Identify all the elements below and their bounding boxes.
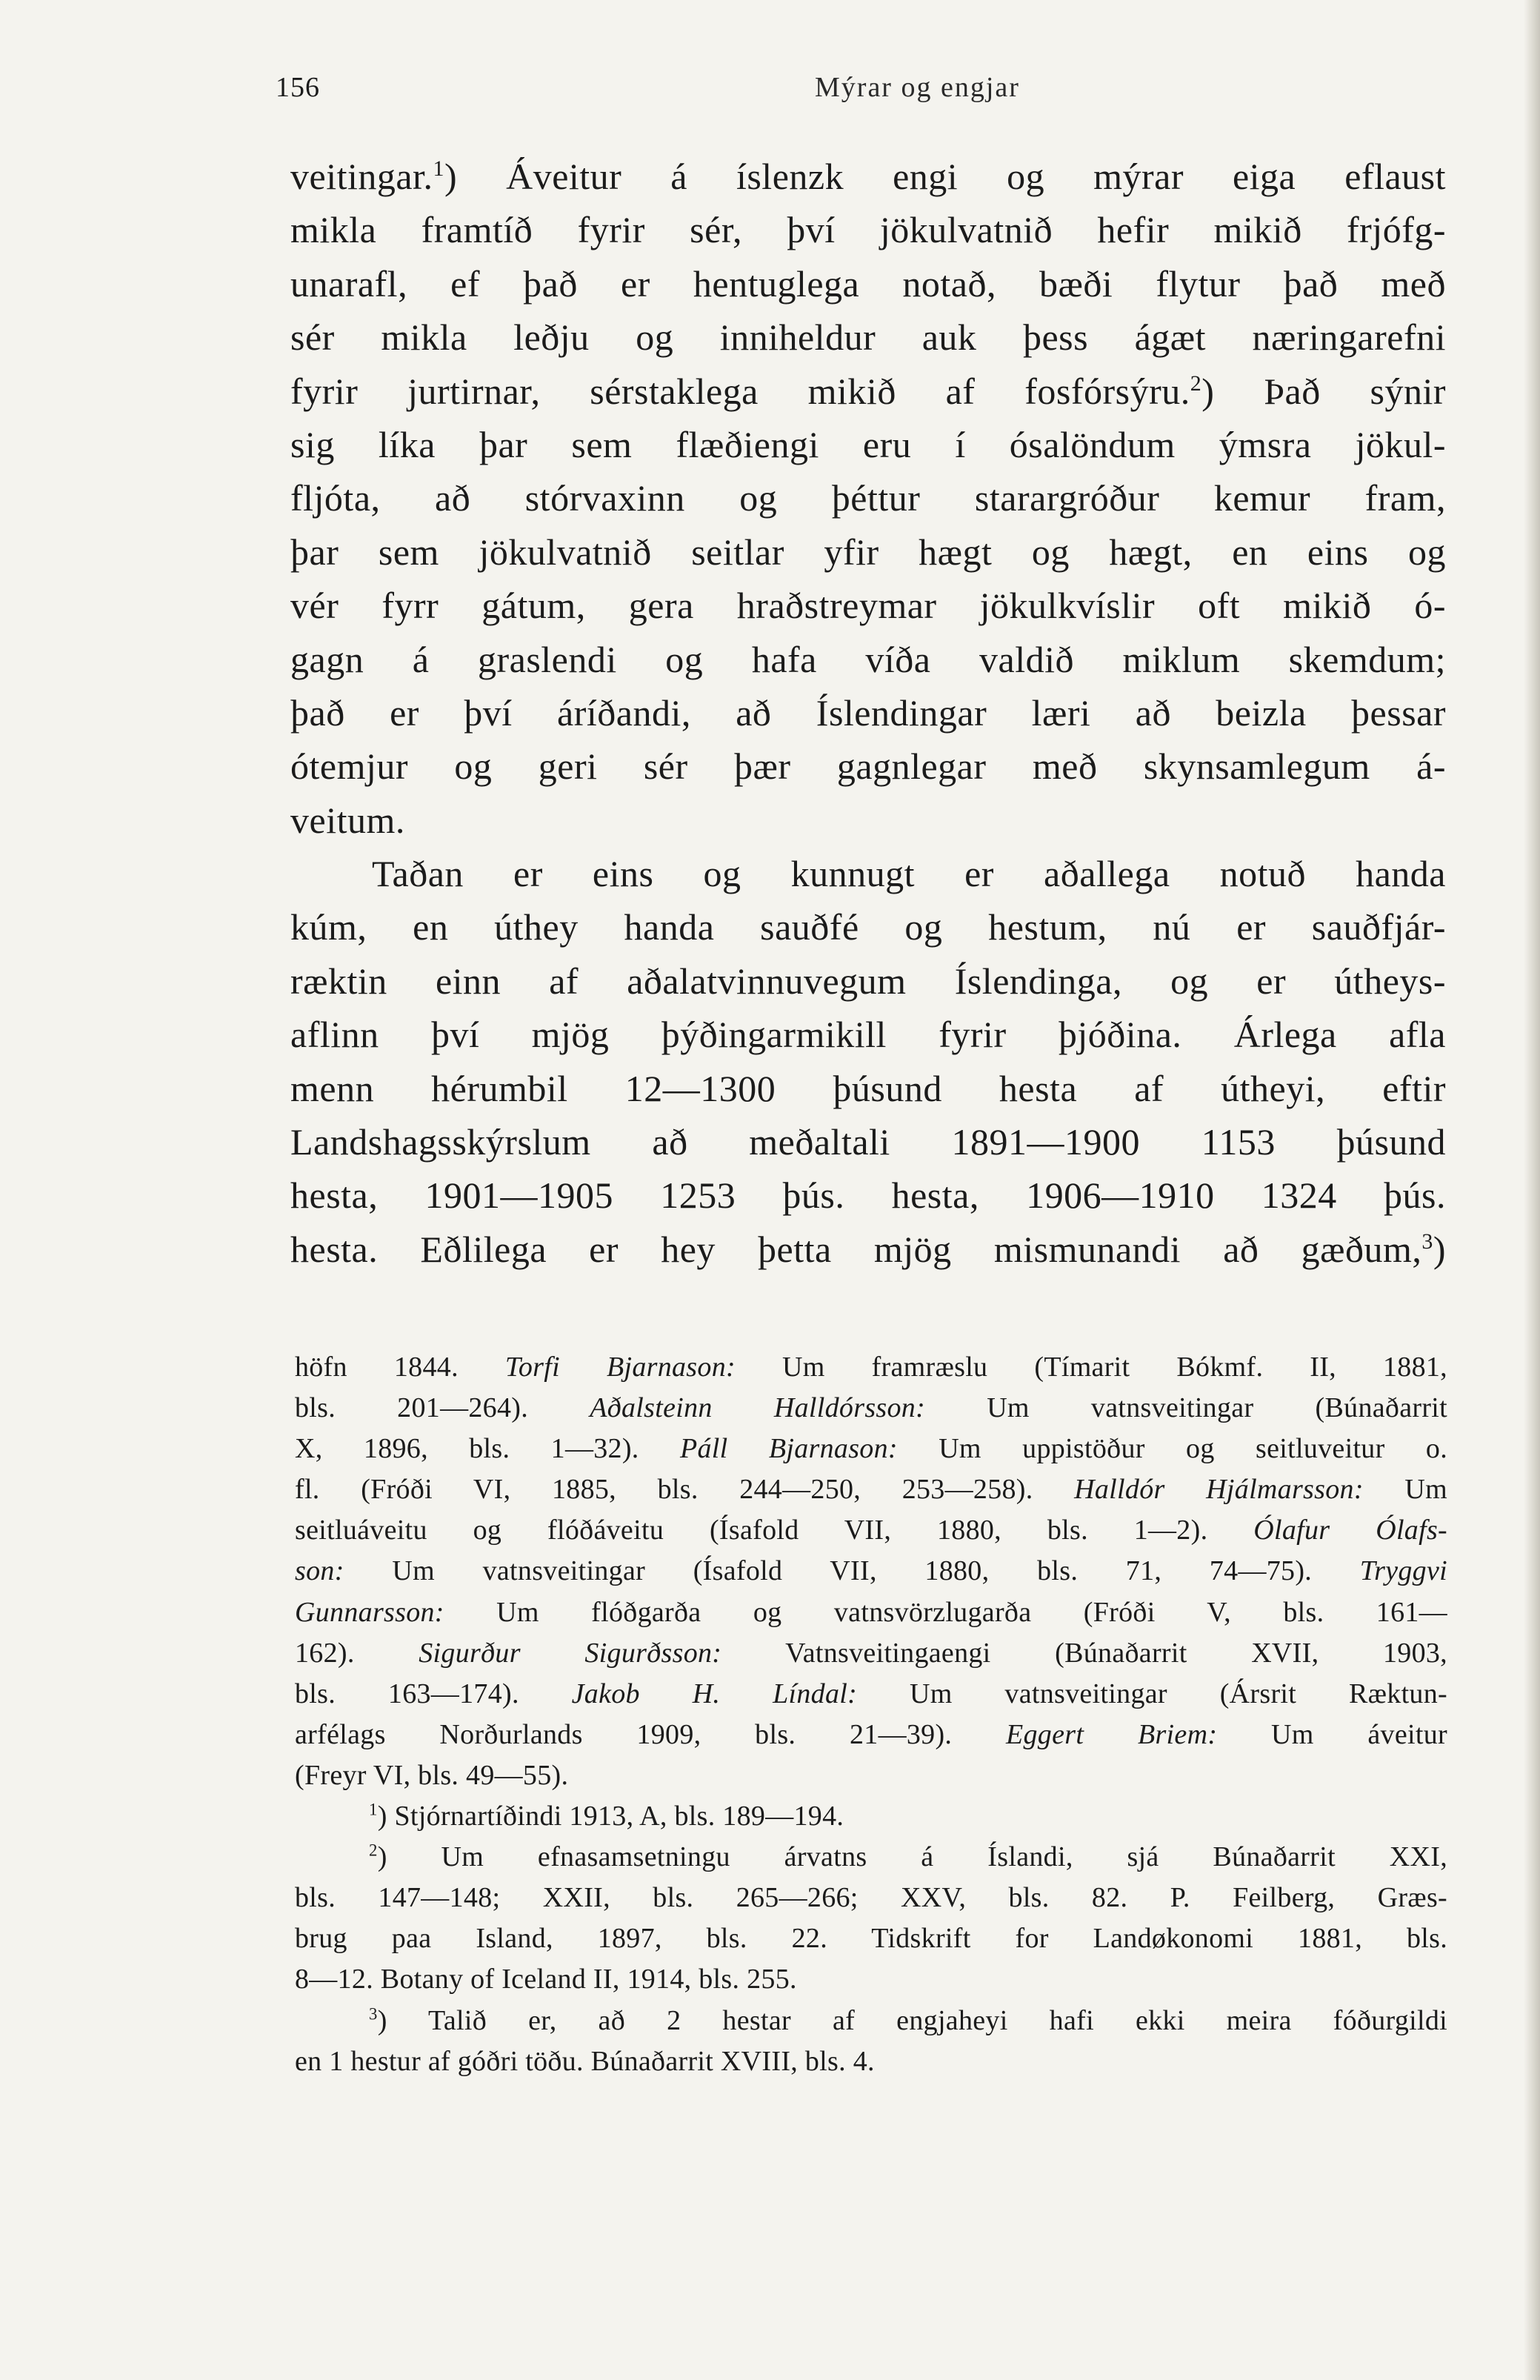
body-line xyxy=(290,418,1446,471)
body-line-text xyxy=(290,579,1446,632)
footnote-line-text xyxy=(295,1633,1447,1674)
footnote-line-text xyxy=(295,1429,1447,1469)
text-run: hesta. Eðlilega er hey þetta mjög mismunandi að gæðum, xyxy=(290,1228,1422,1270)
footnote-line xyxy=(295,1959,1447,2000)
text-run: 8—12. Botany of Iceland II, 1914, bls. 255. xyxy=(295,1964,797,1995)
text-run: Taðan er eins og kunnugt er aðallega notuð handa xyxy=(372,853,1446,895)
footnote-line xyxy=(295,1469,1447,1510)
footnote-line-text xyxy=(295,1592,1447,1633)
body-line xyxy=(290,203,1446,256)
footnote-marker: 1 xyxy=(369,1800,378,1819)
body-line-text xyxy=(290,1062,1446,1115)
text-run: arfélags Norðurlands 1909, bls. 21—39). xyxy=(295,1718,1006,1750)
text-run: Um vatnsveitingar (Ísafold VII, 1880, bls. 71, 74—75). xyxy=(344,1555,1360,1587)
footnote-line-text xyxy=(295,1388,1447,1429)
author-name: Aðalsteinn Halldórsson: xyxy=(590,1392,926,1424)
text-run: aflinn því mjög þýðingarmikill fyrir þjóðina. Árlega afla xyxy=(290,1014,1446,1056)
text-run: ) Það sýnir xyxy=(1201,370,1446,412)
author-name: Tryggvi xyxy=(1359,1555,1447,1587)
text-run: Um áveitur xyxy=(1217,1718,1447,1750)
body-line-text xyxy=(290,900,1446,954)
text-run: (Freyr VI, bls. 49—55). xyxy=(295,1759,569,1791)
footnote-line-text xyxy=(295,1510,1447,1551)
body-line xyxy=(290,525,1446,579)
text-run: Um uppistöður og seitluveitur o. xyxy=(897,1433,1448,1465)
footnote-marker: 1 xyxy=(433,156,444,181)
text-run: þar sem jökulvatnið seitlar yfir hægt og hægt, en eins og xyxy=(290,531,1446,573)
footnote-marker: 2 xyxy=(1190,370,1202,396)
text-run: fyrir jurtirnar, sérstaklega mikið af fosfórsýru. xyxy=(290,370,1190,412)
footnote-line-text xyxy=(295,1878,1447,1918)
footnote-line-text xyxy=(295,1918,1447,1959)
body-line-text xyxy=(290,525,1446,579)
footnote-line xyxy=(295,2001,1447,2041)
author-name: Eggert Briem: xyxy=(1005,1718,1218,1750)
text-run: Um framræslu (Tímarit Bókmf. II, 1881, xyxy=(735,1352,1447,1383)
footnote-line-text xyxy=(295,1347,1447,1388)
body-line xyxy=(290,257,1446,310)
body-line xyxy=(290,1008,1446,1061)
author-name: Sigurður Sigurðsson: xyxy=(419,1637,722,1669)
footnote-line-text xyxy=(295,1469,1447,1510)
body-line xyxy=(290,365,1446,418)
footnote-marker: 2 xyxy=(369,1841,378,1860)
body-line-text xyxy=(290,418,1446,471)
text-run: Um vatnsveitingar (Ársrit Ræktun- xyxy=(857,1678,1447,1709)
body-line-text xyxy=(290,365,1446,418)
body-line-text xyxy=(290,1169,1446,1222)
text-run: bls. 163—174). xyxy=(295,1678,572,1709)
body-line-text xyxy=(290,203,1446,256)
footnote-line-text xyxy=(369,2001,1447,2041)
text-run: ) Um efnasamsetningu árvatns á Íslandi, sjá Búnaðarrit XXI, xyxy=(377,1841,1447,1873)
body-line xyxy=(290,794,1446,847)
footnote-marker: 3 xyxy=(369,2004,378,2023)
text-run: ræktin einn af aðalatvinnuvegum Íslendinga, og er útheys- xyxy=(290,960,1446,1002)
text-run: ) xyxy=(1433,1228,1446,1270)
footnote-line-text xyxy=(295,1964,797,1995)
author-name: Jakob H. Líndal: xyxy=(571,1678,858,1709)
text-run: X, 1896, bls. 1—32). xyxy=(295,1433,680,1465)
text-run: en 1 hestur af góðri töðu. Búnaðarrit XVIII, bls. 4. xyxy=(295,2045,875,2077)
footnote-line xyxy=(295,1878,1447,1918)
text-run: Um flóðgarða og vatnsvörzlugarða (Fróði V, bls. 161— xyxy=(444,1596,1447,1628)
text-run: gagn á graslendi og hafa víða valdið miklum skemdum; xyxy=(290,638,1446,680)
footnote-line xyxy=(295,1347,1447,1388)
body-line-text xyxy=(290,257,1446,310)
body-line xyxy=(290,310,1446,364)
author-name: Páll Bjarnason: xyxy=(679,1433,898,1465)
body-line xyxy=(290,739,1446,793)
footnote-line-text xyxy=(295,1551,1447,1592)
text-run: bls. 201—264). xyxy=(295,1392,590,1424)
text-run: höfn 1844. xyxy=(295,1352,505,1383)
body-line-text xyxy=(290,150,1446,203)
author-name: Ólafur Ólafs- xyxy=(1253,1515,1448,1546)
text-run: 162). xyxy=(295,1637,419,1669)
body-line xyxy=(290,1169,1446,1222)
body-line-text xyxy=(290,954,1446,1008)
text-run: vér fyrr gátum, gera hraðstreymar jökulkvíslir oft mikið ó- xyxy=(290,585,1446,627)
footnote-line xyxy=(295,1755,1447,1796)
body-line-text xyxy=(290,1223,1446,1276)
text-run: bls. 147—148; XXII, bls. 265—266; XXV, bls. 82. P. Feilberg, Græs- xyxy=(295,1882,1447,1914)
body-line-text xyxy=(290,471,1446,525)
text-run: sér mikla leðju og inniheldur auk þess ágæt næringarefni xyxy=(290,316,1446,359)
body-line xyxy=(290,1062,1446,1115)
text-run: unarafl, ef það er hentuglega notað, bæði flytur það með xyxy=(290,262,1446,305)
text-run: ) Áveitur á íslenzk engi og mýrar eiga eflaust xyxy=(444,156,1446,197)
footnote-line xyxy=(295,1918,1447,1959)
page-number: 156 xyxy=(276,72,320,103)
text-run: það er því áríðandi, að Íslendingar læri að beizla þessar xyxy=(290,691,1446,734)
author-name: Torfi Bjarnason: xyxy=(504,1352,736,1383)
text-run: sig líka þar sem flæðiengi eru í ósalöndum ýmsra jökul- xyxy=(290,423,1446,465)
text-run: menn hérumbil 12—1300 þúsund hesta af útheyi, eftir xyxy=(290,1067,1446,1109)
footnote-line xyxy=(295,1429,1447,1469)
text-run: mikla framtíð fyrir sér, því jökulvatnið hefir mikið frjófg- xyxy=(290,209,1446,251)
body-line-text xyxy=(372,847,1446,900)
author-name: son: xyxy=(295,1555,344,1587)
footnote-line-text xyxy=(369,1837,1447,1878)
body-line xyxy=(290,150,1446,203)
footnote-line xyxy=(295,1715,1447,1755)
text-run: fl. (Fróði VI, 1885, bls. 244—250, 253—258). xyxy=(295,1474,1075,1506)
author-name: Gunnarsson: xyxy=(295,1596,444,1628)
footnote-line-text xyxy=(295,1760,568,1791)
footnote-line xyxy=(295,1551,1447,1592)
body-line xyxy=(290,471,1446,525)
body-line xyxy=(290,579,1446,632)
text-run: Vatnsveitingaengi (Búnaðarrit XVII, 1903, xyxy=(721,1637,1447,1669)
footnote-line xyxy=(295,1592,1447,1633)
footnote-line xyxy=(295,1837,1447,1878)
body-line-text xyxy=(290,800,405,841)
body-line xyxy=(290,686,1446,739)
footnote-line xyxy=(295,2041,1447,2082)
text-run: seitluáveitu og flóðáveitu (Ísafold VII, 1880, bls. 1—2). xyxy=(295,1515,1254,1546)
footnote-line xyxy=(295,1510,1447,1551)
footnotes xyxy=(295,1347,1447,2082)
page-edge xyxy=(1524,0,1540,2380)
footnote-line-text xyxy=(295,1715,1447,1755)
footnote-line xyxy=(295,1633,1447,1674)
author-name: Halldór Hjálmarsson: xyxy=(1074,1474,1364,1506)
footnote-line-text xyxy=(295,2046,875,2077)
body-line-text xyxy=(290,1008,1446,1061)
body-line xyxy=(290,954,1446,1008)
text-run: fljóta, að stórvaxinn og þéttur starargróður kemur fram, xyxy=(290,477,1446,519)
footnote-line xyxy=(295,1796,1447,1837)
body-line xyxy=(290,633,1446,686)
text-run: kúm, en úthey handa sauðfé og hestum, nú er sauðfjár- xyxy=(290,906,1446,948)
body-line xyxy=(290,1223,1446,1276)
text-run: Um xyxy=(1363,1474,1447,1506)
body-line-text xyxy=(290,310,1446,364)
running-title: Mýrar og engjar xyxy=(815,72,1020,103)
footnote-marker: 3 xyxy=(1421,1229,1433,1254)
footnote-line xyxy=(295,1674,1447,1715)
body-line xyxy=(290,1115,1446,1169)
body-line-text xyxy=(290,739,1446,793)
text-run: ótemjur og geri sér þær gagnlegar með skynsamlegum á- xyxy=(290,745,1446,788)
text-run: brug paa Island, 1897, bls. 22. Tidskrift for Landøkonomi 1881, bls. xyxy=(295,1923,1447,1955)
body-line-text xyxy=(290,1115,1446,1169)
text-run: hesta, 1901—1905 1253 þús. hesta, 1906—1910 1324 þús. xyxy=(290,1174,1446,1217)
footnote-line-text xyxy=(369,1801,844,1832)
body-line xyxy=(290,900,1446,954)
main-text xyxy=(290,150,1446,1276)
body-line-text xyxy=(290,633,1446,686)
text-run: ) Talið er, að 2 hestar af engjaheyi hafi ekki meira fóðurgildi xyxy=(377,2004,1447,2036)
text-run: veitingar. xyxy=(290,156,433,197)
text-run: ) Stjórnartíðindi 1913, A, bls. 189—194. xyxy=(377,1801,844,1832)
body-line xyxy=(290,847,1446,900)
text-run: veitum. xyxy=(290,799,405,841)
text-run: Um vatnsveitingar (Búnaðarrit xyxy=(925,1392,1447,1424)
text-run: Landshagsskýrslum að meðaltali 1891—1900 1153 þúsund xyxy=(290,1121,1446,1163)
body-line-text xyxy=(290,686,1446,739)
footnote-line xyxy=(295,1388,1447,1429)
footnote-line-text xyxy=(295,1674,1447,1715)
